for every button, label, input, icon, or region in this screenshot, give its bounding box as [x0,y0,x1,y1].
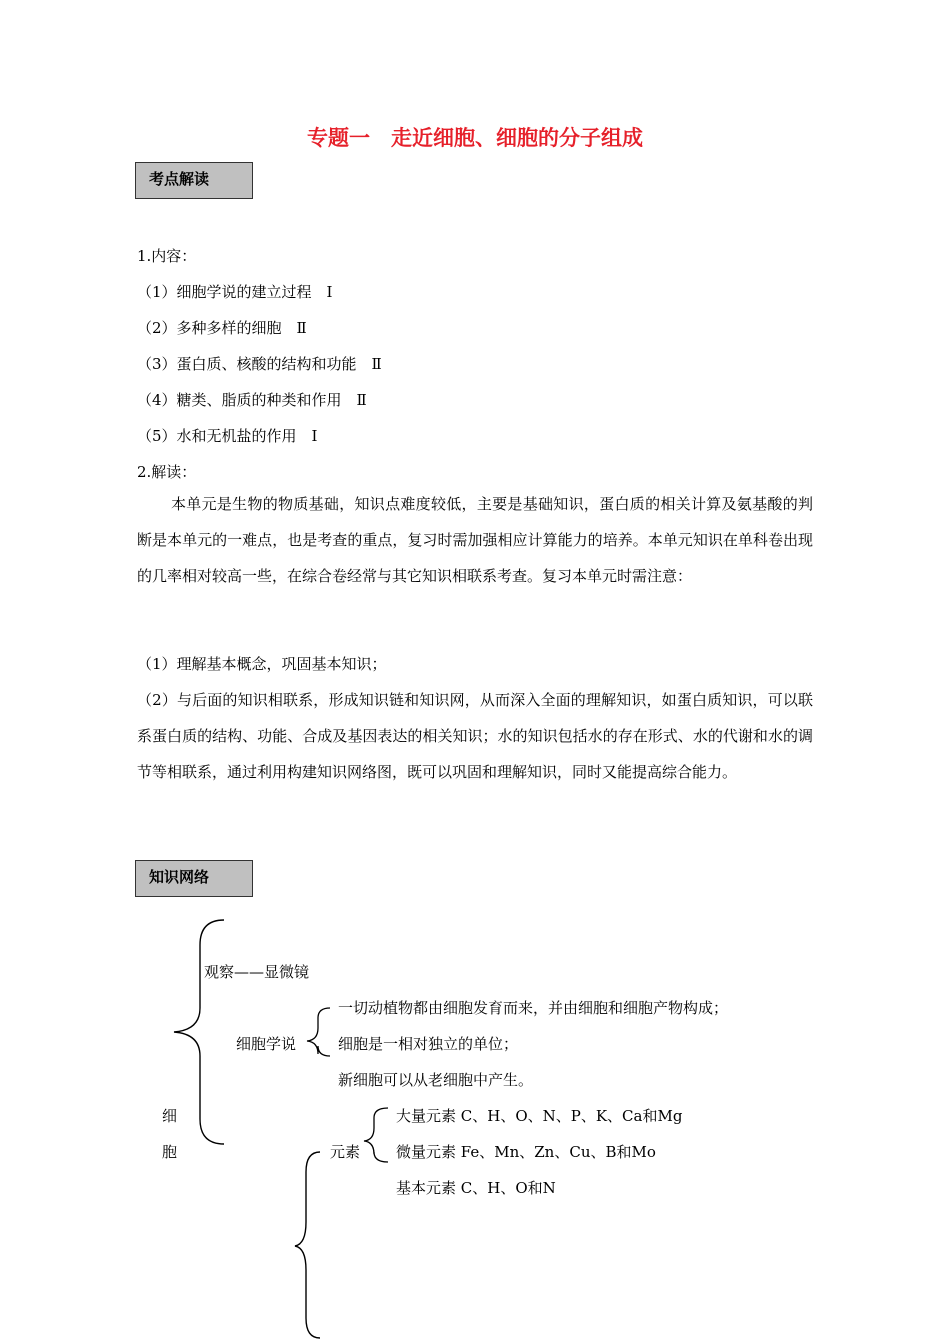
network-root-char-1: 细 [162,1107,178,1125]
interpretation-heading: 2.解读： [137,463,197,481]
brace-lower-icon [295,1152,320,1338]
content-item-4: （4）糖类、脂质的种类和作用 Ⅱ [137,391,367,409]
interpretation-point-2: （2）与后面的知识相联系，形成知识链和知识网，从而深入全面的理解知识，如蛋白质知识，可以联系蛋白质的结构、功能、合成及基因表达的相关知识；水的知识包括水的存在形式、水的代谢和水的调节等相联系，通过利用构建知识网络图，既可以巩固和理解知识，同时又能提高综合能力。 [137,691,813,781]
section-box-kaodian: 考点解读 [135,162,253,199]
interpretation-point-1: （1）理解基本概念，巩固基本知识； [137,655,387,673]
section-box-network: 知识网络 [135,860,253,897]
network-element-basic: 基本元素 C、H、O和N [396,1179,556,1197]
network-observe: 观察——显微镜 [204,963,310,981]
network-theory-label: 细胞学说 [236,1035,297,1053]
network-element-major: 大量元素 C、H、O、N、P、K、Ca和Mg [396,1107,683,1125]
content-item-3: （3）蛋白质、核酸的结构和功能 Ⅱ [137,355,382,373]
network-theory-point-1: 一切动植物都由细胞发育而来，并由细胞和细胞产物构成； [338,999,729,1017]
brace-theory-icon [307,1008,330,1056]
interpretation-paragraph: 本单元是生物的物质基础，知识点难度较低，主要是基础知识，蛋白质的相关计算及氨基酸的判断是本单元的一难点，也是考查的重点，复习时需加强相应计算能力的培养。本单元知识在单科卷出现的几率相对较高一些，在综合卷经常与其它知识相联系考查。复习本单元时需注意： [137,495,813,585]
content-item-2: （2）多种多样的细胞 Ⅱ [137,319,307,337]
content-item-5: （5）水和无机盐的作用 Ⅰ [137,427,318,445]
content-item-1: （1）细胞学说的建立过程 Ⅰ [137,283,333,301]
network-elements-label: 元素 [330,1143,361,1161]
network-root-char-2: 胞 [162,1143,178,1161]
network-theory-point-3: 新细胞可以从老细胞中产生。 [338,1071,534,1089]
brace-big-icon [174,920,224,1144]
network-element-trace: 微量元素 Fe、Mn、Zn、Cu、B和Mo [396,1143,656,1161]
page-title: 专题一 走近细胞、细胞的分子组成 [307,126,643,150]
content-heading: 1.内容： [137,247,197,265]
network-theory-point-2: 细胞是一相对独立的单位； [338,1035,519,1053]
brace-elements-icon [364,1108,388,1162]
